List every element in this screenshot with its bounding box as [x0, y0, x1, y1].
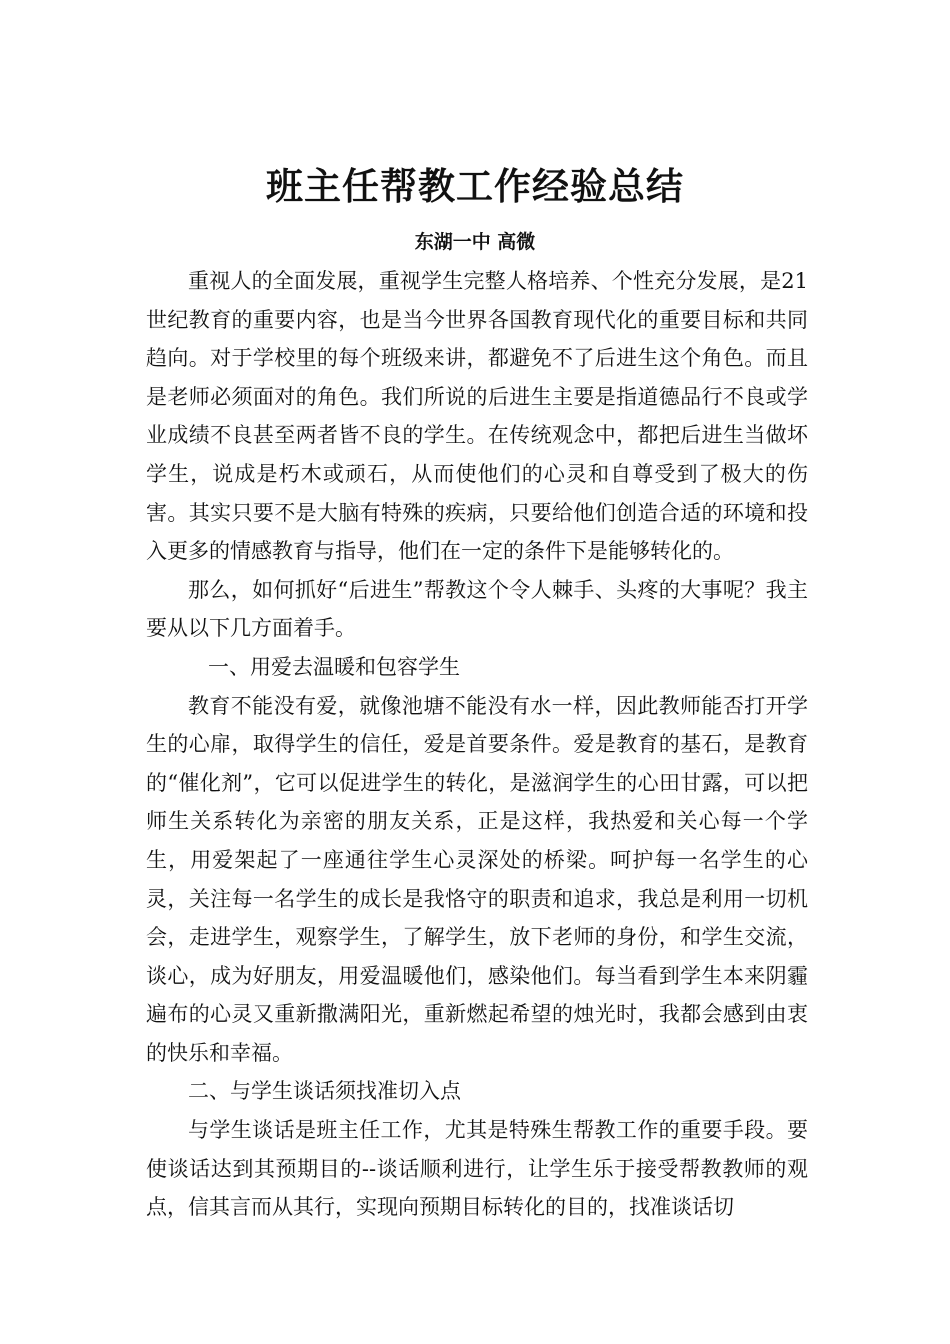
paragraph-intro: 重视人的全面发展，重视学生完整人格培养、个性充分发展，是21世纪教育的重要内容，也是当今世界各国教育现代化的重要目标和共同趋向。对于学校里的每个班级来讲，都避免不了后进生这个角色。而且是老师必须面对的角色。我们所说的后进生主要是指道德品行不良或学业成绩不良甚至两者皆不良的学生。在传统观念中，都把后进生当做坏学生，说成是朽木或顽石，从而使他们的心灵和自尊受到了极大的伤害。其实只要不是大脑有特殊的疾病，只要给他们创造合适的环境和投入更多的情感教育与指导，他们在一定的条件下是能够转化的。: [146, 269, 808, 564]
document-title: 班主任帮教工作经验总结: [266, 164, 684, 208]
paragraph-talk: 与学生谈话是班主任工作，尤其是特殊生帮教工作的重要手段。要使谈话达到其预期目的--谈话顺利进行，让学生乐于接受帮教教师的观点，信其言而从其行，实现向预期目标转化的目的，找准谈话切: [146, 1118, 808, 1220]
author-line: 东湖一中 高微: [414, 231, 536, 253]
section-heading-1: 一、用爱去温暖和包容学生: [208, 654, 460, 679]
section-heading-2: 二、与学生谈话须找准切入点: [188, 1079, 461, 1104]
paragraph-question: 那么，如何抓好“后进生”帮教这个令人棘手、头疼的大事呢？我主要从以下几方面着手。: [146, 577, 808, 641]
document-body: [146, 262, 808, 1227]
paragraph-love: 教育不能没有爱，就像池塘不能没有水一样，因此教师能否打开学生的心扉，取得学生的信任，爱是首要条件。爱是教育的基石，是教育的“催化剂”，它可以促进学生的转化，是滋润学生的心田甘露，可以把师生关系转化为亲密的朋友关系，正是这样，我热爱和关心每一个学生，用爱架起了一座通往学生心灵深处的桥梁。呵护每一名学生的心灵，关注每一名学生的成长是我恪守的职责和追求，我总是利用一切机会，走进学生，观察学生，了解学生，放下老师的身份，和学生交流，谈心，成为好朋友，用爱温暖他们，感染他们。每当看到学生本来阴霾遍布的心灵又重新撒满阳光，重新燃起希望的烛光时，我都会感到由衷的快乐和幸福。: [146, 693, 808, 1065]
